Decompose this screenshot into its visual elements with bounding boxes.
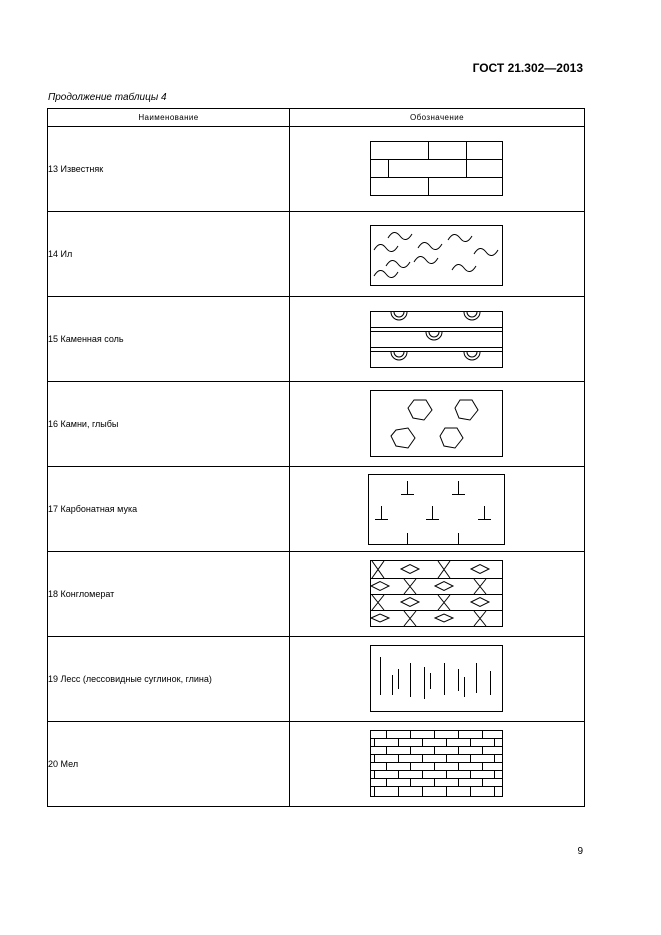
row-symbol [290,297,585,382]
chalk-pattern-icon [370,728,504,800]
row-symbol [290,552,585,637]
table-row [48,552,585,637]
table-header-row [48,109,585,127]
row-symbol [290,212,585,297]
table-row [48,212,585,297]
table-row [48,637,585,722]
row-symbol [290,467,585,552]
legend-table [47,108,585,807]
silt-pattern-icon [370,218,504,290]
table-caption: Продолжение таблицы 4 [48,92,167,103]
row-name: 19 Лесс (лессовидные суглинок, глина) [48,637,290,722]
table-row [48,297,585,382]
row-name: 17 Карбонатная мука [48,467,290,552]
table-row [48,382,585,467]
table-row [48,722,585,807]
row-symbol [290,722,585,807]
row-symbol [290,382,585,467]
row-name: 20 Мел [48,722,290,807]
row-name: 18 Конгломерат [48,552,290,637]
rock-salt-pattern-icon [370,303,504,375]
row-name: 14 Ил [48,212,290,297]
column-header-symbol: Обозначение [290,109,585,127]
row-name: 16 Камни, глыбы [48,382,290,467]
row-symbol [290,637,585,722]
stones-pattern-icon [370,388,504,460]
row-symbol [290,127,585,212]
column-header-name: Наименование [48,109,290,127]
table-row [48,467,585,552]
table-row [48,127,585,212]
row-name: 15 Каменная соль [48,297,290,382]
loess-pattern-icon [370,643,504,715]
limestone-pattern-icon [370,133,504,205]
carbonate-flour-pattern-icon [368,472,506,546]
standard-code: ГОСТ 21.302—2013 [472,61,583,75]
page-number: 9 [577,846,583,857]
row-name: 13 Известняк [48,127,290,212]
conglomerate-pattern-icon [370,558,504,630]
